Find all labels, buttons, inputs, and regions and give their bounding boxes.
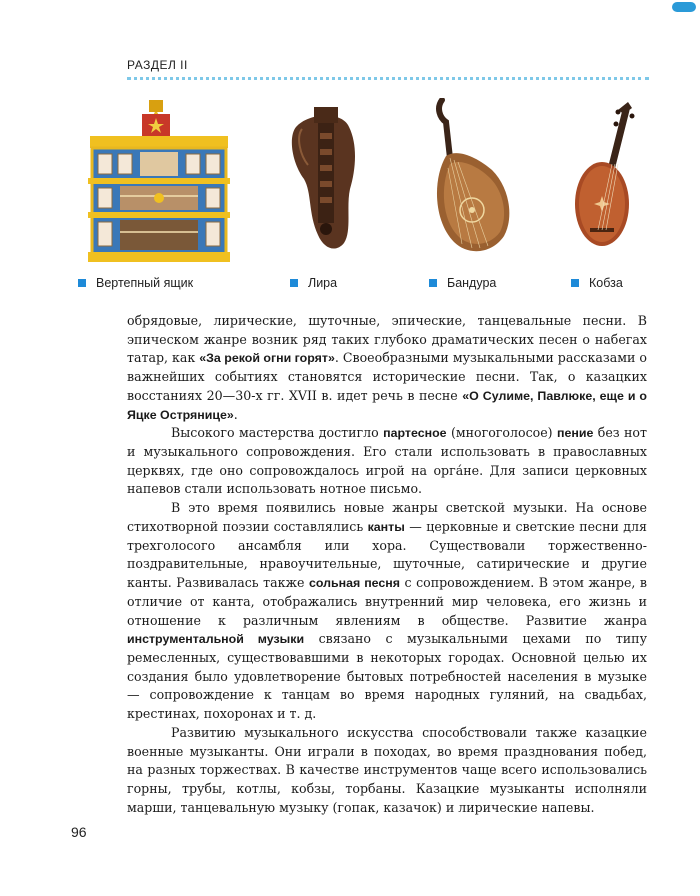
- caption-bullet-icon: [429, 279, 437, 287]
- caption-bullet-icon: [571, 279, 579, 287]
- caption-vertep: [78, 276, 193, 290]
- bold-term: «О Сулиме, Павлюке, еще и о Яцке Острянице»: [127, 388, 647, 422]
- caption-bullet-icon: [290, 279, 298, 287]
- caption-kobza: [571, 276, 623, 290]
- caption-lira: [290, 276, 337, 290]
- bold-term: партесное: [383, 426, 447, 441]
- paragraph: Развитию музыкального искусства способствовали также казацкие военные музыканты. Они играли в походах, во время празднования побед, на разных торжествах. В качестве инструментов чаще всего использовались горны, трубы, котлы, кобзы, торбаны. Казацкие музыканты исполняли марши, танцевальную музыку (гопак, казачок) и лирические напевы.: [127, 724, 647, 815]
- caption-text: Кобза: [589, 276, 623, 290]
- bold-term: пение: [556, 426, 594, 441]
- page-number: 96: [71, 824, 87, 840]
- vertep-box-image: [86, 100, 232, 262]
- caption-text: Лира: [308, 276, 338, 290]
- paragraph: обрядовые, лирические, шуточные, эпические, танцевальные песни. В эпическом жанре возник ряд таких глубоко драматических песен о набегах татар, как «За рекой огни горят». Своеобразными музыкальными рассказами о важнейших событиях становятся исторические песни. Так, о казацких восстаниях 20—30-х гг. XVII в. идет речь в песне «О Сулиме, Павлюке, еще и о Яцке Острянице».: [127, 313, 647, 422]
- section-header: РАЗДЕЛ II: [127, 58, 188, 72]
- header-dotted-rule: [127, 77, 649, 80]
- caption-text: Бандура: [447, 276, 497, 290]
- caption-text: Вертепный ящик: [96, 276, 194, 290]
- caption-bullet-icon: [78, 279, 86, 287]
- publisher-logo-icon: [672, 2, 696, 12]
- bold-term: «За рекой огни горят»: [199, 351, 335, 366]
- kobza-image: [572, 100, 642, 256]
- bold-term: канты: [367, 519, 405, 534]
- bold-term: инструментальной музыки: [127, 632, 305, 647]
- lira-image: [288, 103, 360, 255]
- paragraph: Высокого мастерства достигло партесное (многоголосое) пение без нот и музыкального сопровождения. Его стали использовать в православных церквях, где оно сопровождалось игрой на орга́не. Для записи церковных напевов стали использовать нотное письмо.: [127, 425, 647, 497]
- body-text: [127, 312, 647, 817]
- bandura-image: [432, 98, 514, 258]
- caption-bandura: [429, 276, 496, 290]
- paragraph: В это время появились новые жанры светской музыки. На основе стихотворной поэзии составлялись канты — церковные и светские песни для трехголосого ансамбля или хора. Существовали торжественно-поздравительные, нравоучительные, шуточные, сатирические и другие канты. Развивалась также сольная песня с сопровождением. В этом жанре, в отличие от канта, отображались внутренний мир человека, его жизнь и отношение к различным явлениям в обществе. Развитие жанра инструментальной музыки связано с музыкальными цехами по типу ремесленных, существовавшими в некоторых городах. Основной целью их создания было удовлетворение бытовых потребностей населения в музыке — сопровождение к танцам во время народных гуляний, на свадьбах, крестинах, похоронах и т. д.: [127, 500, 648, 722]
- bold-term: сольная песня: [309, 576, 401, 591]
